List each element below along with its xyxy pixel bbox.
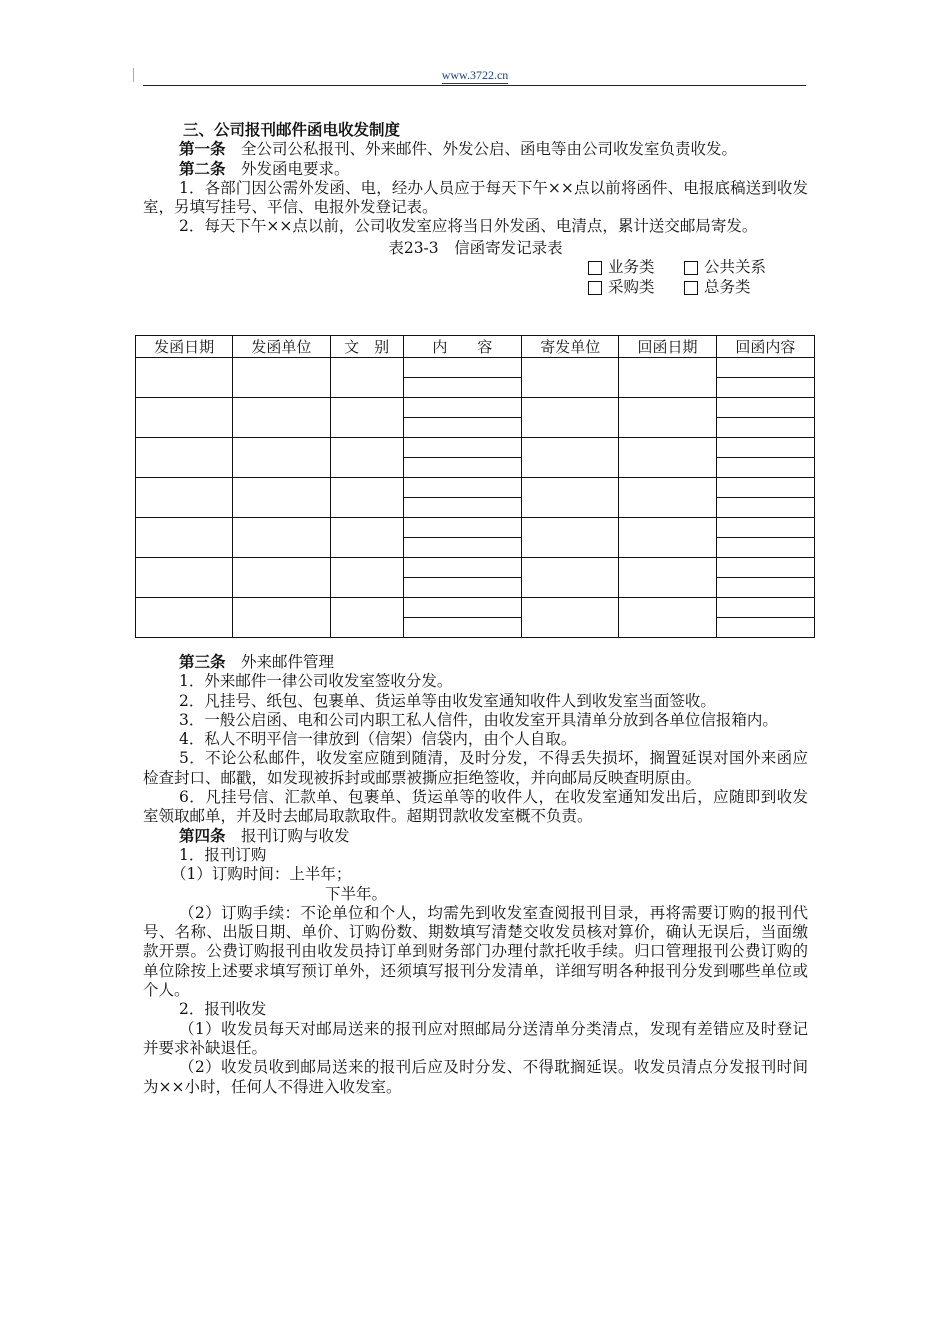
table-cell[interactable] [403,558,521,598]
table-cell[interactable] [522,358,619,398]
table-cell[interactable] [403,518,521,558]
table-cell[interactable] [136,558,233,598]
table-cell[interactable] [522,438,619,478]
article-3-title: 外来邮件管理 [241,653,335,671]
table-cell[interactable] [716,598,814,638]
table-cell[interactable] [716,398,814,438]
article-3-item: 6．凡挂号信、汇款单、包裹单、货运单等的收件人，在收发室通知发出后，应随即到收发室领取邮单，并及时去邮局取款取件。超期罚款收发室概不负责。 [143,788,808,826]
table-cell[interactable] [619,518,716,558]
article-3-item: 2．凡挂号、纸包、包裹单、货运单等由收发室通知收件人到收发室当面签收。 [179,691,716,710]
table-cell[interactable] [233,558,330,598]
table-cell[interactable] [403,358,521,398]
table-cell[interactable] [403,438,521,478]
category-general-affairs[interactable] [684,278,751,297]
table-cell[interactable] [522,598,619,638]
article-3-item: 1．外来邮件一律公司收发室签收分发。 [179,672,453,691]
table-caption: 表23-3 信函寄发记录表 [388,238,563,257]
table-cell[interactable] [330,518,403,558]
table-cell[interactable] [233,358,330,398]
table-cell[interactable] [522,398,619,438]
category-label: 业务类 [608,258,655,277]
mail-record-table [135,335,815,638]
receive-rule: （2）收发员收到邮局送来的报刊后应及时分发、不得耽搁延误。收发员清点分发报刊时间为××小时，任何人不得进入收发室。 [143,1058,808,1096]
table-body [136,358,815,638]
table-cell[interactable] [330,558,403,598]
table-cell[interactable] [330,598,403,638]
table-row [136,398,815,438]
receive-rule: （1）收发员每天对邮局送来的报刊应对照邮局分送清单分类清点，发现有差错应及时登记并要求补缺退任。 [143,1019,808,1057]
article-2-item: 1．各部门因公需外发函、电，经办人员应于每天下午××点以前将函件、电报底稿送到收发室，另填写挂号、平信、电报外发登记表。 [143,178,808,217]
category-business[interactable] [588,258,655,277]
table-cell[interactable] [233,398,330,438]
category-label: 公共关系 [704,258,767,277]
site-header [0,68,950,83]
article-2-heading [143,160,808,179]
column-header: 发函日期 [136,336,233,358]
order-procedure: （2）订购手续：不论单位和个人，均需先到收发室查阅报刊目录，再将需要订购的报刊代号、名称、出版日期、单价、订购份数、期数填写清楚交收发员核对算价，确认无误后，当面缴款开票。公费订购报刊由收发员持订单到财务部门办理付款托收手续。归口管理报刊公费订购的单位除按上述要求填写预订单外，还须填写报刊分发清单，详细写明各种报刊分发到哪些单位或个人。 [143,903,808,1000]
document-body-continued [143,653,808,1097]
section-title: 三、公司报刊邮件函电收发制度 [183,121,401,139]
table-cell[interactable] [619,558,716,598]
table-cell[interactable] [619,598,716,638]
column-header: 发函单位 [233,336,330,358]
order-time: （1）订购时间：上半年； [171,865,352,884]
checkbox-icon[interactable] [684,281,698,295]
table-cell[interactable] [136,358,233,398]
article-3-label: 第三条 [179,653,226,671]
table-row [136,478,815,518]
table-cell[interactable] [233,438,330,478]
article-3-item: 5．不论公私邮件，收发室应随到随清，及时分发，不得丢失损坏，搁置延误对国外来函应检查封口、邮戳，如发现被拆封或邮票被撕应拒绝签收，并向邮局反映查明原由。 [143,749,808,787]
category-checkboxes [143,258,808,298]
table-cell[interactable] [330,438,403,478]
table-header-row [136,336,815,358]
table-cell[interactable] [403,598,521,638]
table-row [136,558,815,598]
article-4-label: 第四条 [179,826,226,845]
table-cell[interactable] [233,598,330,638]
column-header: 寄发单位 [522,336,619,358]
category-label: 总务类 [704,278,751,297]
category-procurement[interactable] [588,278,655,297]
column-header: 回函内容 [716,336,814,358]
column-header: 回函日期 [619,336,716,358]
site-url[interactable]: www.3722.cn [441,68,509,82]
category-public-relations[interactable] [684,258,766,277]
checkbox-icon[interactable] [588,261,602,275]
table-row [136,438,815,478]
article-2-title: 外发函电要求。 [241,159,350,178]
checkbox-icon[interactable] [588,281,602,295]
article-4-subheading: 2．报刊收发 [179,1000,267,1019]
table-cell[interactable] [619,398,716,438]
article-3-item: 4．私人不明平信一律放到（信架）信袋内，由个人自取。 [179,730,577,749]
header-rule [143,85,806,86]
table-cell[interactable] [330,398,403,438]
article-4-subheading: 1．报刊订购 [179,845,267,864]
table-cell[interactable] [330,358,403,398]
table-cell[interactable] [403,398,521,438]
column-header: 文 别 [330,336,403,358]
table-cell[interactable] [330,478,403,518]
table-cell[interactable] [716,438,814,478]
article-2-label: 第二条 [179,159,226,178]
table-cell[interactable] [522,558,619,598]
article-1-label: 第一条 [179,140,226,159]
table-cell[interactable] [136,438,233,478]
table-row [136,598,815,638]
table-cell[interactable] [619,358,716,398]
category-label: 采购类 [608,278,655,297]
table-cell[interactable] [716,558,814,598]
table-cell[interactable] [136,398,233,438]
table-row [136,518,815,558]
table-cell[interactable] [619,478,716,518]
table-cell[interactable] [233,478,330,518]
table-cell[interactable] [233,518,330,558]
article-3-heading [143,653,808,672]
article-4-heading [143,827,808,846]
table-cell[interactable] [522,518,619,558]
table-row [136,358,815,398]
table-cell[interactable] [716,478,814,518]
table-cell[interactable] [716,358,814,398]
order-time-second: 下半年。 [325,884,388,903]
table-cell[interactable] [136,598,233,638]
article-2-item: 2．每天下午××点以前，公司收发室应将当日外发函、电清点，累计送交邮局寄发。 [179,217,758,236]
article-1-text: 全公司公私报刊、外来邮件、外发公启、函电等由公司收发室负责收发。 [241,140,738,159]
table-cell[interactable] [619,438,716,478]
column-header: 内 容 [403,336,521,358]
article-1 [143,140,808,159]
article-4-title: 报刊订购与收发 [241,826,350,845]
table-cell[interactable] [522,478,619,518]
table-cell[interactable] [403,478,521,518]
table-cell[interactable] [136,478,233,518]
table-cell[interactable] [716,518,814,558]
checkbox-icon[interactable] [684,261,698,275]
article-3-item: 3．一般公启函、电和公司内职工私人信件，由收发室开具清单分放到各单位信报箱内。 [179,710,778,729]
document-body [143,121,808,298]
table-cell[interactable] [136,518,233,558]
